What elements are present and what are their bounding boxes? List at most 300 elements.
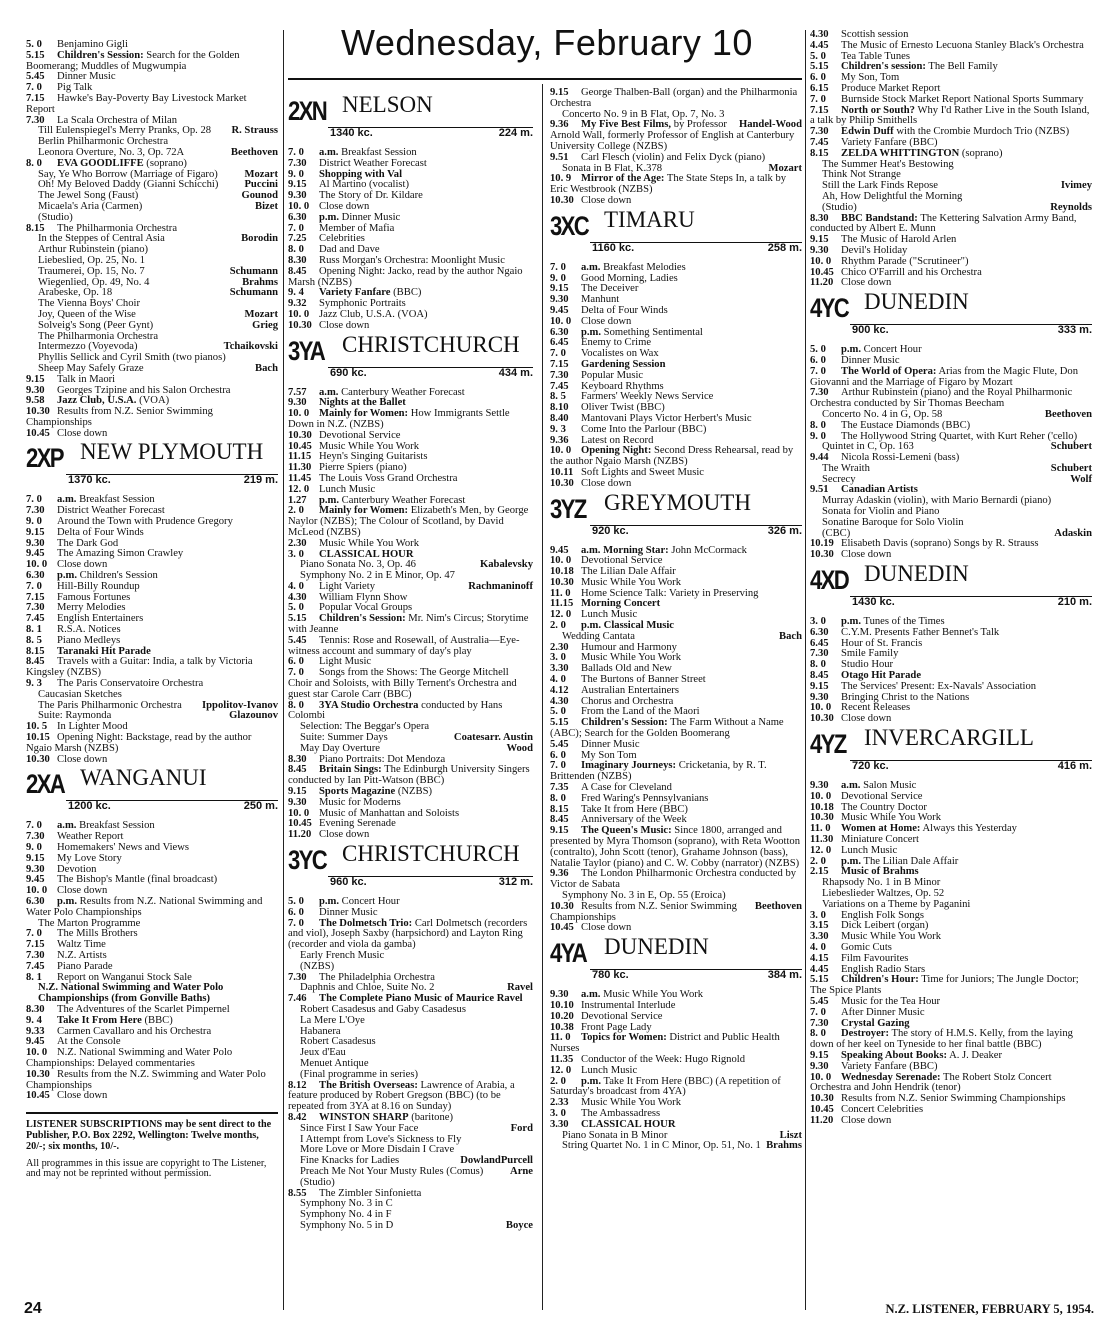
programme-text: Results from N.Z. Senior Swimming Championships bbox=[841, 1093, 1066, 1105]
programme-text: C.Y.M. Presents Father Bennet's Talk bbox=[841, 626, 1000, 638]
time: 9. 0 bbox=[26, 516, 42, 528]
programme-text: Instrumental Interlude bbox=[581, 999, 676, 1011]
programme-text: Tennis: Rose and Rosewall, of Australia—Eye-witness account and summary of day's play bbox=[288, 634, 520, 657]
time: 8. 5 bbox=[26, 634, 42, 646]
time: 9.30 bbox=[810, 244, 829, 256]
time: 7.30 bbox=[288, 971, 307, 983]
programme-text: Songs from the Shows: The George Mitchell Choir and Soloists, with Billy Ternent's Orchestra and guest star Carole Carr (BBC) bbox=[288, 667, 517, 700]
time: 3. 0 bbox=[288, 548, 304, 560]
composer: Mozart bbox=[244, 168, 278, 180]
time: 5.45 bbox=[810, 995, 829, 1007]
time: 9.30 bbox=[550, 294, 569, 306]
time: 7. 0 bbox=[288, 222, 304, 234]
time: 8.30 bbox=[810, 212, 829, 224]
time: 9.30 bbox=[550, 989, 569, 1001]
time: 9.15 bbox=[26, 852, 45, 864]
programme-text: The Paris Conservatoire Orchestra bbox=[57, 678, 204, 690]
time: 10. 0 bbox=[810, 702, 832, 714]
programme-text: Pierre Spiers (piano) bbox=[319, 462, 407, 474]
time: 4.45 bbox=[810, 39, 829, 51]
station-frequency: 720 kc. bbox=[852, 760, 889, 773]
programme-text: Jazz Club, U.S.A. (VOA) bbox=[319, 308, 428, 320]
time: 9.30 bbox=[26, 863, 45, 875]
programme-item bbox=[810, 550, 1092, 561]
time: 4.30 bbox=[810, 29, 829, 40]
time: 11.20 bbox=[810, 277, 834, 289]
programme-detail: Ah, How Delightful the Morning bbox=[822, 190, 963, 202]
programme-text: The story of H.M.S. Kelly, from the laying down of her keel on Tyneside to her final battle (BBC) bbox=[810, 1028, 1073, 1051]
time: 10. 0 bbox=[288, 308, 310, 320]
programme-item bbox=[810, 214, 1092, 236]
programme-text: The Mills Brothers bbox=[57, 928, 138, 940]
programme-text: R.S.A. Notices bbox=[57, 624, 121, 636]
station-wavelength: 416 m. bbox=[1057, 760, 1092, 773]
programme-text: Music While You Work bbox=[581, 652, 681, 664]
programme-text: Chorus and Orchestra bbox=[581, 695, 674, 707]
programme-text: Cricketania, by R. T. Brittenden (NZBS) bbox=[550, 760, 767, 783]
station-call-sign: 2XP bbox=[26, 443, 63, 474]
programme-text: The Music of Harold Arlen bbox=[841, 234, 957, 246]
time: 7.25 bbox=[288, 233, 307, 245]
programme-text: Keyboard Rhythms bbox=[581, 380, 664, 392]
programme-detail: Wiegenlied, Op. 49, No. 4 bbox=[38, 276, 150, 288]
time: 9. 3 bbox=[550, 423, 566, 435]
station-name: DUNEDIN bbox=[604, 934, 709, 960]
time: 9.15 bbox=[26, 526, 45, 538]
station-frequency: 1430 kc. bbox=[852, 596, 895, 609]
programme-detail: Symphony No. 3 in C bbox=[300, 1198, 393, 1210]
time: 5. 0 bbox=[550, 706, 566, 718]
composer: Ippolitov-Ivanov bbox=[202, 699, 278, 711]
programme-text: The Ambassadress bbox=[581, 1107, 661, 1119]
time: 9.45 bbox=[26, 1036, 45, 1048]
time: 4.45 bbox=[810, 963, 829, 975]
time: 11.35 bbox=[550, 1053, 574, 1065]
programme-detail: Liebeslied, Op. 25, No. 1 bbox=[38, 254, 146, 266]
programme-detail: Caucasian Sketches bbox=[38, 688, 122, 700]
programme-detail: Intermezzo (Voyevoda) bbox=[38, 341, 138, 353]
station-call-sign: 3XC bbox=[550, 210, 589, 241]
station-frequency: 920 kc. bbox=[592, 524, 629, 537]
programme-item bbox=[810, 1116, 1092, 1127]
meridiem: p.m. bbox=[841, 855, 862, 867]
programme-text: Light Variety bbox=[319, 580, 375, 592]
time: 12. 0 bbox=[550, 1064, 572, 1076]
programme-item bbox=[26, 94, 278, 116]
meridiem: p.m. bbox=[57, 570, 78, 582]
programme-text: Devotional Service bbox=[581, 1010, 663, 1022]
programme-text: Nicola Rossi-Lemeni (bass) bbox=[841, 452, 960, 464]
time: 1.27 bbox=[288, 494, 307, 506]
meridiem: a.m. bbox=[319, 386, 339, 398]
programme-item bbox=[550, 1141, 802, 1152]
time: 4.30 bbox=[550, 695, 569, 707]
time: 8. 0 bbox=[810, 659, 826, 671]
programme-item bbox=[26, 1070, 278, 1092]
programme-text: Carl Dolmetsch (recorders and viol), Joseph Saxby (harpsichord) and Layton Ring (recorder and viola da gamba) bbox=[288, 917, 528, 951]
time: 10.30 bbox=[810, 1093, 834, 1105]
station-header bbox=[288, 331, 533, 384]
programme-text: Dinner Music bbox=[57, 71, 116, 83]
time: 10. 0 bbox=[288, 408, 310, 420]
programme-text: Close down bbox=[841, 1114, 892, 1126]
column-rule bbox=[542, 84, 543, 1310]
composer: Puccini bbox=[244, 179, 278, 191]
time: 9.15 bbox=[810, 1049, 829, 1061]
time: 12. 0 bbox=[288, 483, 310, 495]
programme-detail: La Mere L'Oye bbox=[300, 1014, 365, 1026]
programme-title: Canadian Artists bbox=[841, 484, 918, 496]
time: 7.46 bbox=[288, 993, 307, 1005]
programme-text: The Bell Family bbox=[928, 61, 998, 73]
programme-detail: More Love or More Disdain I Crave bbox=[300, 1144, 455, 1156]
programme-detail: I Attempt from Love's Sickness to Fly bbox=[300, 1133, 462, 1145]
programme-item bbox=[26, 407, 278, 429]
programme-item bbox=[810, 714, 1092, 725]
programme-text: From the Land of the Maori bbox=[581, 706, 700, 718]
programme-title: Taranaki Hit Parade bbox=[57, 645, 151, 657]
time: 7.15 bbox=[26, 591, 45, 603]
programme-detail: Symphony No. 4 in F bbox=[300, 1209, 392, 1221]
composer: Schumann bbox=[229, 287, 278, 299]
time: 9.51 bbox=[550, 151, 569, 163]
composer: Beethoven bbox=[230, 146, 278, 158]
programme-text: Results from the N.Z. Swimming and Water Polo Championships bbox=[26, 1068, 266, 1091]
programme-text: Concert Hour bbox=[863, 344, 922, 356]
programme-detail: Selection: The Beggar's Opera bbox=[300, 721, 430, 733]
programme-item bbox=[26, 429, 278, 440]
programme-detail: Think Not Strange bbox=[822, 169, 901, 181]
programme-text: Concert Celebrities bbox=[841, 1103, 924, 1115]
programme-text: Burnside Stock Market Report National Sports Summary bbox=[841, 93, 1084, 105]
programme-detail: Secrecy bbox=[822, 473, 856, 485]
composer: Schumann bbox=[229, 265, 278, 277]
time: 6. 0 bbox=[288, 656, 304, 668]
programme-text: The Philharmonia Orchestra bbox=[57, 222, 178, 234]
programme-detail: Leonora Overture, No. 3, Op. 72A bbox=[38, 146, 185, 158]
time: 5. 0 bbox=[810, 344, 826, 356]
programme-item bbox=[288, 701, 533, 723]
time: 5.45 bbox=[288, 634, 307, 646]
meridiem: a.m. bbox=[841, 780, 861, 792]
time: 7.15 bbox=[26, 939, 45, 951]
time: 9.32 bbox=[288, 298, 307, 310]
programme-text: Smile Family bbox=[841, 648, 899, 660]
programme-item bbox=[26, 1048, 278, 1070]
programme-text: Studio Hour bbox=[841, 659, 894, 671]
programme-text: The Lilian Dale Affair bbox=[863, 855, 959, 867]
programme-text: The Deceiver bbox=[581, 283, 639, 295]
programme-text: Oliver Twist (BBC) bbox=[581, 402, 665, 414]
programme-title: CLASSICAL HOUR bbox=[581, 1118, 676, 1130]
programme-title: Wednesday Serenade: bbox=[841, 1071, 941, 1083]
programme-item bbox=[288, 267, 533, 289]
programme-detail: Sonata in B Flat, K.378 bbox=[562, 162, 663, 174]
time: 7. 0 bbox=[26, 928, 42, 940]
composer: Bach bbox=[779, 630, 802, 642]
programme-text: Benjamino Gigli bbox=[57, 39, 128, 50]
programme-title: Children's Hour: bbox=[841, 974, 919, 986]
programme-text: Waltz Time bbox=[57, 939, 106, 951]
time: 7.30 bbox=[810, 648, 829, 660]
time: 9.15 bbox=[26, 373, 45, 385]
time: 10.30 bbox=[810, 549, 834, 561]
time: 9.30 bbox=[810, 1060, 829, 1072]
programme-text: Breakfast Session bbox=[79, 494, 155, 506]
programme-text: Arthur Rubinstein (piano) and the Royal Philharmonic Orchestra conducted by Sir Thomas Beecham bbox=[810, 387, 1073, 410]
programme-title: Morning Star: bbox=[603, 544, 669, 556]
meridiem: a.m. bbox=[581, 989, 601, 1001]
programme-item bbox=[550, 923, 802, 934]
time: 10. 0 bbox=[550, 445, 572, 457]
column-rule bbox=[805, 30, 806, 1310]
time: 10. 9 bbox=[550, 173, 572, 185]
time: 11. 0 bbox=[550, 587, 571, 599]
time: 3.30 bbox=[810, 931, 829, 943]
programme-text: English Entertainers bbox=[57, 613, 144, 625]
programme-text: The Burtons of Banner Street bbox=[581, 674, 706, 686]
programme-item bbox=[550, 869, 802, 891]
programme-text: Devotion bbox=[57, 863, 97, 875]
time: 5.15 bbox=[288, 613, 307, 625]
time: 9.30 bbox=[288, 796, 307, 808]
programme-title: CLASSICAL HOUR bbox=[319, 548, 414, 560]
programme-text: Results from N.Z. National Swimming and Water Polo Championships bbox=[26, 895, 263, 918]
programme-text: A Case for Cleveland bbox=[581, 782, 672, 794]
programme-text: Fred Waring's Pennsylvanians bbox=[581, 792, 709, 804]
programme-item bbox=[550, 1077, 802, 1099]
programme-detail: Solveig's Song (Peer Gynt) bbox=[38, 319, 154, 331]
programme-text: (BBC) bbox=[144, 1014, 173, 1026]
programme-text: Chico O'Farrill and his Orchestra bbox=[841, 266, 982, 278]
programme-text: (NZBS) bbox=[397, 786, 433, 798]
programme-text: Delta of Four Winds bbox=[581, 304, 668, 316]
programme-text: Take It from Here (BBC) bbox=[581, 803, 688, 815]
time: 8.45 bbox=[288, 265, 307, 277]
time: 8. 1 bbox=[26, 971, 42, 983]
time: 7. 0 bbox=[810, 1006, 826, 1018]
programme-text: Breakfast Session bbox=[79, 820, 155, 832]
time: 11.20 bbox=[810, 1114, 834, 1126]
programme-detail: (CBC) bbox=[822, 527, 851, 539]
meridiem: a.m. bbox=[319, 147, 339, 158]
station-header bbox=[810, 561, 1092, 613]
programme-text: George Thalben-Ball (organ) and the Philharmonia Orchestra bbox=[550, 87, 798, 109]
time: 8.30 bbox=[288, 753, 307, 765]
programme-detail: Piano Sonata in B Minor bbox=[562, 1129, 668, 1141]
programme-text: Salon Music bbox=[863, 780, 917, 792]
programme-item bbox=[288, 765, 533, 787]
station-name: GREYMOUTH bbox=[604, 489, 751, 515]
composer: Arne bbox=[510, 1165, 533, 1177]
programme-item bbox=[810, 1029, 1092, 1051]
programme-text: At the Console bbox=[57, 1036, 121, 1048]
time: 7.45 bbox=[550, 380, 569, 392]
time: 7. 0 bbox=[26, 82, 42, 94]
programme-text: Music While You Work bbox=[603, 989, 704, 1001]
programme-text: Piano Medleys bbox=[57, 634, 121, 646]
time: 10.45 bbox=[810, 1103, 834, 1115]
programme-item bbox=[550, 826, 802, 869]
time: 9.36 bbox=[550, 119, 569, 131]
programme-detail: N.Z. National Swimming and Water Polo Championships (from Gonville Baths) bbox=[38, 982, 224, 1005]
programme-title: Mainly for Women: bbox=[319, 408, 409, 420]
composer: Schubert bbox=[1050, 441, 1092, 453]
time: 10.19 bbox=[810, 538, 834, 550]
programme-text: The Dark God bbox=[57, 537, 119, 549]
programme-title: Destroyer: bbox=[841, 1028, 890, 1040]
programme-text: Children's Session bbox=[79, 570, 158, 582]
programme-text: Devotional Service bbox=[319, 429, 401, 441]
composer: Boyce bbox=[505, 1219, 533, 1231]
programme-text: (soprano) bbox=[961, 147, 1003, 159]
programme-text: Results from N.Z. Senior Swimming Championships bbox=[550, 900, 737, 923]
copyright-text: All programmes in this issue are copyright to The Listener, and may not be reprinted without permission. bbox=[26, 1157, 267, 1180]
programme-title: Take It From Here bbox=[57, 1014, 142, 1026]
time: 9.30 bbox=[288, 397, 307, 409]
composer: Borodin bbox=[241, 233, 278, 245]
time: 10. 0 bbox=[26, 559, 48, 571]
programme-detail: Suite: Summer Days bbox=[300, 732, 388, 744]
time: 9.45 bbox=[550, 544, 569, 556]
column-4 bbox=[810, 30, 1092, 1127]
time: 6.45 bbox=[810, 637, 829, 649]
time: 2.15 bbox=[810, 866, 829, 878]
time: 10. 0 bbox=[810, 1071, 832, 1083]
programme-text: Recent Releases bbox=[841, 702, 911, 714]
programme-text: Light Music bbox=[319, 656, 372, 668]
time: 9.36 bbox=[550, 868, 569, 880]
programme-item bbox=[26, 755, 278, 766]
time: 11. 0 bbox=[810, 823, 831, 835]
composer: Ivimey bbox=[1060, 180, 1092, 192]
time: 5. 0 bbox=[288, 896, 304, 908]
station-frequency: 1200 kc. bbox=[68, 800, 111, 813]
time: 9. 0 bbox=[810, 430, 826, 442]
programme-text: Weather Report bbox=[57, 831, 124, 843]
station-wavelength: 258 m. bbox=[767, 241, 802, 254]
time: 9.51 bbox=[810, 484, 829, 496]
meridiem: p.m. bbox=[57, 895, 78, 907]
time: 8. 1 bbox=[26, 624, 42, 636]
composer: Mozart bbox=[768, 162, 802, 174]
programme-text: Close down bbox=[57, 559, 108, 571]
programme-text: Why I'd Rather Live in the South Island, a talk by Philip Smithells bbox=[810, 104, 1090, 127]
meridiem: p.m. bbox=[581, 1075, 602, 1087]
programme-text: Music for Moderns bbox=[319, 796, 401, 808]
programme-item bbox=[810, 518, 1092, 529]
programme-detail: The Marton Programme bbox=[38, 917, 141, 929]
title-rule bbox=[288, 78, 802, 80]
station-name: DUNEDIN bbox=[864, 561, 969, 587]
time: 5.15 bbox=[810, 974, 829, 986]
composer: Bach bbox=[255, 362, 278, 374]
programme-item bbox=[550, 1033, 802, 1055]
time: 8. 5 bbox=[550, 391, 566, 403]
time: 10.45 bbox=[26, 1090, 50, 1102]
time: 9.30 bbox=[26, 537, 45, 549]
programme-text: Variety Fanfare (BBC) bbox=[841, 136, 938, 148]
programme-text: Gomic Cuts bbox=[841, 941, 892, 953]
station-wavelength: 219 m. bbox=[243, 474, 278, 487]
programme-text: Close down bbox=[581, 315, 632, 327]
programme-text: Close down bbox=[319, 200, 370, 212]
time: 10.30 bbox=[550, 477, 574, 489]
programme-title: The Complete Piano Music of Maurice Ravel bbox=[319, 993, 523, 1005]
programme-text: Ballads Old and New bbox=[581, 663, 672, 675]
meridiem: p.m. bbox=[581, 326, 602, 338]
time: 9.44 bbox=[810, 452, 829, 464]
time: 10.30 bbox=[26, 1068, 50, 1080]
programme-text: N.Z. Artists bbox=[57, 949, 107, 961]
station-wavelength: 210 m. bbox=[1057, 596, 1092, 609]
programme-detail: Robert Casadesus bbox=[300, 1036, 376, 1048]
station-name: CHRISTCHURCH bbox=[342, 331, 520, 357]
programme-text: After Dinner Music bbox=[841, 1006, 925, 1018]
programme-text: Conductor of the Week: Hugo Rignold bbox=[581, 1053, 746, 1065]
time: 8. 0 bbox=[810, 419, 826, 431]
meridiem: p.m. bbox=[841, 616, 862, 628]
station-call-sign: 2XA bbox=[26, 769, 65, 800]
time: 10.30 bbox=[26, 406, 50, 418]
programme-item bbox=[550, 479, 802, 490]
programme-text: Opening Night: Jacko, read by the author Ngaio Marsh (NZBS) bbox=[288, 265, 523, 288]
programme-title: Mainly for Women: bbox=[319, 505, 409, 517]
programme-text: English Radio Stars bbox=[841, 963, 926, 975]
station-call-sign: 4XD bbox=[810, 565, 849, 596]
time: 9.15 bbox=[810, 234, 829, 246]
programme-text: Lunch Music bbox=[319, 483, 376, 495]
station-wavelength: 326 m. bbox=[767, 524, 802, 537]
programme-text: conducted by Hans Colombi bbox=[288, 699, 503, 722]
meridiem: a.m. bbox=[57, 820, 77, 832]
programme-text: The Kettering Salvation Army Band, conducted by Albert E. Munn bbox=[810, 212, 1077, 235]
programme-title: EVA GOODLIFFE bbox=[57, 157, 144, 169]
programme-detail: Berlin Philharmonic Orchestra bbox=[38, 136, 169, 148]
time: 6. 0 bbox=[550, 749, 566, 761]
composer: Dowland bbox=[460, 1155, 501, 1167]
time: 10.30 bbox=[550, 576, 574, 588]
programme-text: The Services' Present: Ex-Navals' Association bbox=[841, 680, 1037, 692]
programme-text: Home Science Talk: Variety in Preserving bbox=[581, 587, 759, 599]
time: 7. 0 bbox=[26, 580, 42, 592]
programme-title: Britain Sings: bbox=[319, 764, 382, 776]
programme-text: N.Z. National Swimming and Water Polo Championships: Delayed commentaries bbox=[26, 1047, 233, 1069]
time: 9.36 bbox=[550, 434, 569, 446]
time: 9. 0 bbox=[26, 842, 42, 853]
time: 7.35 bbox=[550, 782, 569, 794]
station-call-sign: 4YZ bbox=[810, 729, 846, 760]
programme-text: My Son Tom bbox=[581, 749, 637, 761]
programme-text: Humour and Harmony bbox=[581, 641, 677, 653]
programme-text: (BBC) bbox=[393, 287, 422, 299]
station-header bbox=[550, 489, 802, 542]
programme-detail: Say, Ye Who Borrow (Marriage of Figaro) bbox=[38, 168, 218, 180]
station-wavelength: 333 m. bbox=[1057, 324, 1092, 337]
time: 9.30 bbox=[26, 384, 45, 396]
programme-item bbox=[288, 614, 533, 636]
programme-item bbox=[810, 975, 1092, 997]
programme-text: Elizabeth's Men, by George Naylor (NZBS); The Colour of Scotland, by David McLeod (NZBS) bbox=[288, 505, 529, 538]
programme-text: Front Page Lady bbox=[581, 1021, 652, 1033]
programme-detail: (NZBS) bbox=[300, 960, 335, 972]
programme-item bbox=[26, 657, 278, 679]
composer: Beethoven bbox=[754, 900, 802, 912]
programme-item bbox=[550, 446, 802, 468]
time: 9. 3 bbox=[26, 678, 42, 690]
time: 8.55 bbox=[288, 1187, 307, 1199]
time: 6.15 bbox=[810, 82, 829, 94]
